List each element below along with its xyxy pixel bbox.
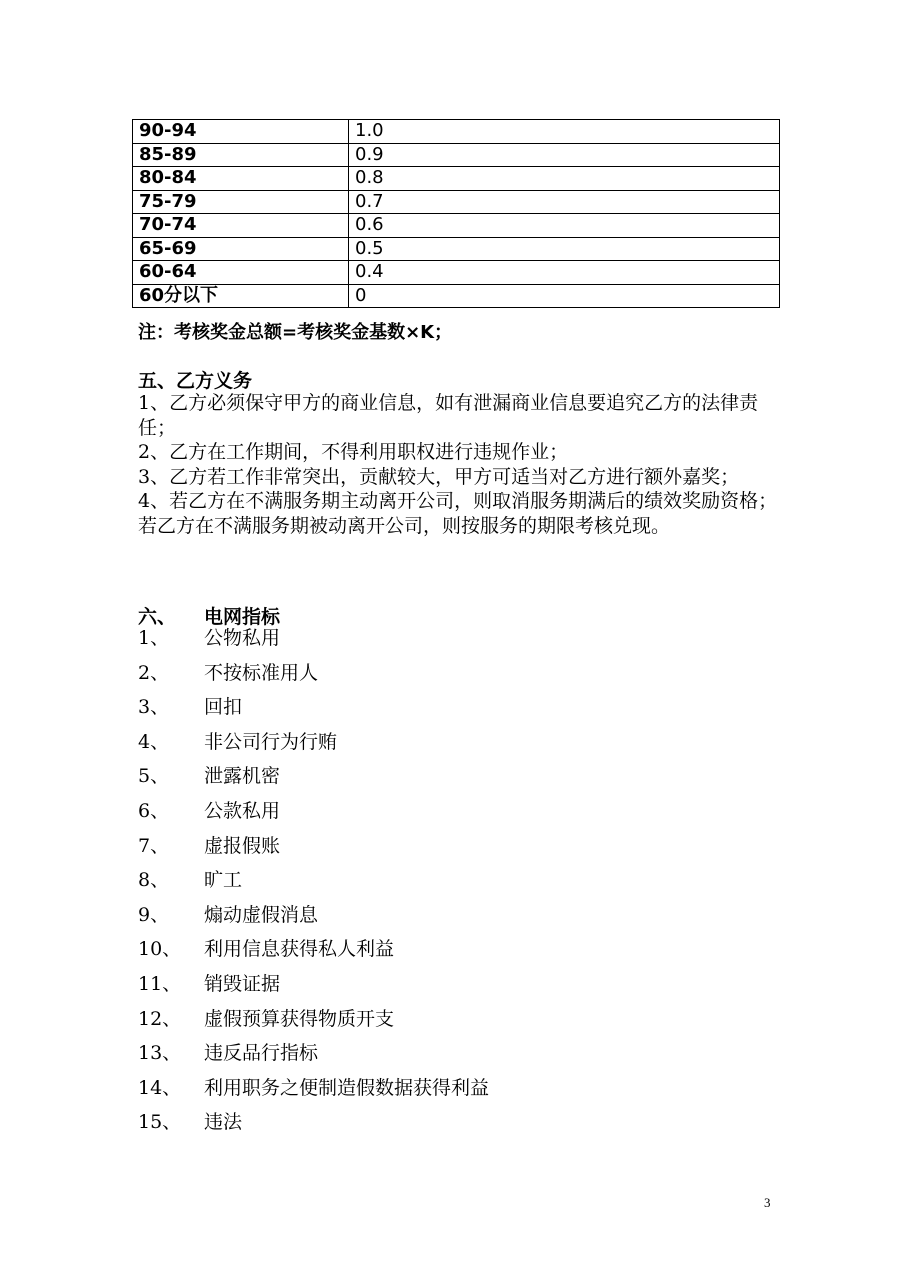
item-text: 回扣	[204, 696, 243, 719]
item-text: 利用信息获得私人利益	[204, 938, 395, 961]
section-number: 六、	[138, 606, 177, 628]
section-5-heading: 五、乙方义务	[138, 370, 253, 392]
score-range-cell: 80-84	[133, 167, 349, 191]
item-number: 14、	[138, 1076, 182, 1099]
list-item	[138, 626, 778, 661]
item-number: 11、	[138, 972, 182, 995]
list-item	[138, 834, 778, 869]
grid-indicator-list	[138, 626, 778, 1145]
page-number: 3	[764, 1195, 771, 1210]
list-item	[138, 799, 778, 834]
item-number: 15、	[138, 1111, 182, 1134]
score-range-cell: 75-79	[133, 190, 349, 214]
section-5-obligations	[138, 391, 778, 539]
item-text: 旷工	[204, 869, 243, 892]
score-range-cell: 60分以下	[133, 284, 349, 308]
coefficient-cell: 0.5	[349, 237, 780, 261]
item-text: 公物私用	[204, 627, 281, 649]
list-item	[138, 1007, 778, 1042]
item-number: 9、	[138, 903, 170, 926]
coefficient-cell: 0.9	[349, 143, 780, 167]
item-number: 5、	[138, 765, 170, 788]
list-item	[138, 868, 778, 903]
item-number: 2、	[138, 661, 170, 684]
item-text: 违反品行指标	[204, 1042, 319, 1065]
list-item	[138, 972, 778, 1007]
obligation-item: 1、乙方必须保守甲方的商业信息，如有泄漏商业信息要追究乙方的法律责任；	[138, 392, 759, 439]
coefficient-cell: 0.6	[349, 214, 780, 238]
coefficient-cell: 0.4	[349, 261, 780, 285]
item-text: 虚假预算获得物质开支	[204, 1007, 395, 1030]
score-range-cell: 60-64	[133, 261, 349, 285]
item-number: 4、	[138, 730, 170, 753]
item-number: 13、	[138, 1042, 182, 1065]
item-text: 利用职务之便制造假数据获得利益	[204, 1076, 490, 1099]
obligation-item: 3、乙方若工作非常突出，贡献较大，甲方可适当对乙方进行额外嘉奖；	[138, 465, 740, 488]
table-row	[133, 120, 780, 144]
item-text: 公款私用	[204, 799, 281, 822]
item-number: 1、	[138, 627, 170, 649]
item-text: 销毁证据	[204, 972, 281, 995]
table-row	[133, 284, 780, 308]
item-number: 10、	[138, 938, 182, 961]
item-number: 12、	[138, 1007, 182, 1030]
score-coefficient-table	[132, 119, 780, 308]
item-number: 6、	[138, 799, 170, 822]
score-range-cell: 70-74	[133, 214, 349, 238]
list-item	[138, 903, 778, 938]
coefficient-cell: 0.7	[349, 190, 780, 214]
item-text: 不按标准用人	[204, 661, 319, 684]
coefficient-cell: 1.0	[349, 120, 780, 144]
score-range-cell: 85-89	[133, 143, 349, 167]
item-text: 非公司行为行贿	[204, 730, 338, 753]
item-number: 7、	[138, 834, 170, 857]
item-number: 3、	[138, 696, 170, 719]
obligation-item: 4、若乙方在不满服务期主动离开公司，则取消服务期满后的绩效奖励资格；若乙方在不满服务期被动离开公司，则按服务的期限考核兑现。	[138, 490, 778, 537]
table-row	[133, 190, 780, 214]
table-row	[133, 261, 780, 285]
table-row	[133, 237, 780, 261]
score-range-cell: 90-94	[133, 120, 349, 144]
item-text: 违法	[204, 1111, 243, 1134]
obligation-item: 2、乙方在工作期间，不得利用职权进行违规作业；	[138, 441, 569, 464]
section-title: 电网指标	[204, 606, 281, 628]
list-item	[138, 661, 778, 696]
item-text: 虚报假账	[204, 834, 281, 857]
table-row	[133, 143, 780, 167]
list-item	[138, 1041, 778, 1076]
bonus-formula-note: 注：考核奖金总额=考核奖金基数×K；	[138, 322, 453, 343]
section-6-heading	[138, 602, 280, 629]
item-text: 泄露机密	[204, 765, 281, 788]
list-item	[138, 1076, 778, 1111]
list-item	[138, 764, 778, 799]
coefficient-cell: 0	[349, 284, 780, 308]
list-item	[138, 730, 778, 765]
list-item	[138, 1110, 778, 1145]
table-row	[133, 214, 780, 238]
table-row	[133, 167, 780, 191]
coefficient-cell: 0.8	[349, 167, 780, 191]
item-text: 煽动虚假消息	[204, 903, 319, 926]
score-range-cell: 65-69	[133, 237, 349, 261]
item-number: 8、	[138, 869, 170, 892]
list-item	[138, 695, 778, 730]
list-item	[138, 937, 778, 972]
